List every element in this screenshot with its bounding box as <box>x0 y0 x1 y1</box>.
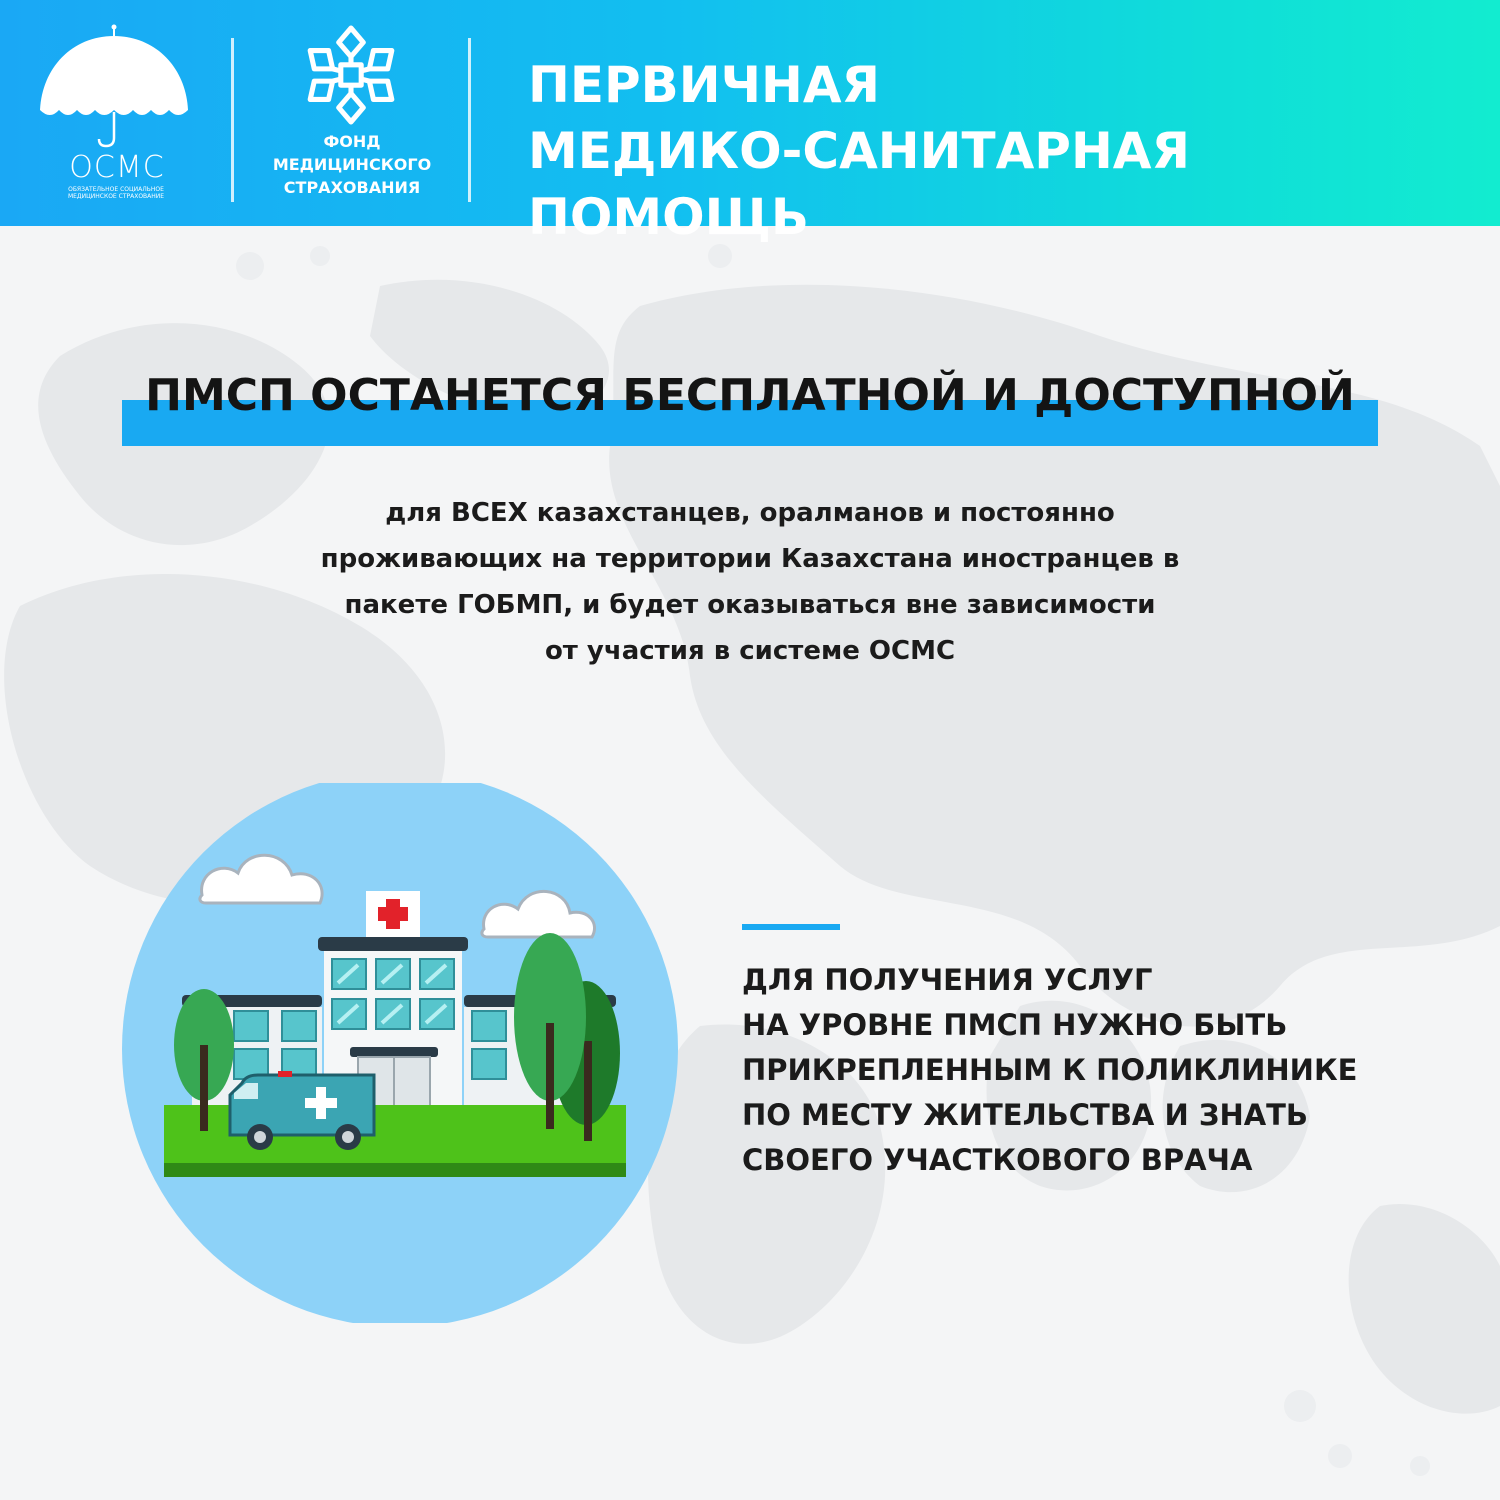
lead-line: для ВСЕХ казахстанцев, оралманов и постоянно <box>385 498 1115 528</box>
hospital-illustration <box>122 783 682 1323</box>
fund-name-line: ФОНД <box>323 132 381 151</box>
lead-paragraph <box>160 490 1340 674</box>
fund-name-line: МЕДИЦИНСКОГО <box>272 155 432 174</box>
requirement-line: СВОЕГО УЧАСТКОВОГО ВРАЧА <box>742 1143 1253 1177</box>
requirement-text <box>742 958 1462 1183</box>
snowflake-logo-icon <box>300 24 402 126</box>
osms-logo-subtitle: ОБЯЗАТЕЛЬНОЕ СОЦИАЛЬНОЕ МЕДИЦИНСКОЕ СТРАХОВАНИЕ <box>67 186 165 200</box>
lead-line: пакете ГОБМП, и будет оказываться вне зависимости <box>344 590 1156 620</box>
fund-name <box>262 130 442 199</box>
headline: ПМСП ОСТАНЕТСЯ БЕСПЛАТНОЙ И ДОСТУПНОЙ <box>145 370 1355 421</box>
page-title-line: ПЕРВИЧНАЯ <box>528 56 881 114</box>
page-title-line: МЕДИКО-САНИТАРНАЯ ПОМОЩЬ <box>528 122 1190 246</box>
header-banner <box>0 0 1500 246</box>
fund-name-line: СТРАХОВАНИЯ <box>283 178 421 197</box>
lead-line: проживающих на территории Казахстана иностранцев в <box>320 544 1180 574</box>
header-divider <box>468 38 471 202</box>
accent-line <box>742 924 840 930</box>
requirement-line: ДЛЯ ПОЛУЧЕНИЯ УСЛУГ <box>742 963 1153 997</box>
requirement-line: ПРИКРЕПЛЕННЫМ К ПОЛИКЛИНИКЕ <box>742 1053 1358 1087</box>
lead-line: от участия в системе ОСМС <box>544 636 956 666</box>
requirement-line: ПО МЕСТУ ЖИТЕЛЬСТВА И ЗНАТЬ <box>742 1098 1309 1132</box>
page-title <box>528 52 1488 250</box>
osms-logo-text: ОСМС <box>69 150 165 185</box>
requirement-line: НА УРОВНЕ ПМСП НУЖНО БЫТЬ <box>742 1008 1288 1042</box>
header-divider <box>231 38 234 202</box>
